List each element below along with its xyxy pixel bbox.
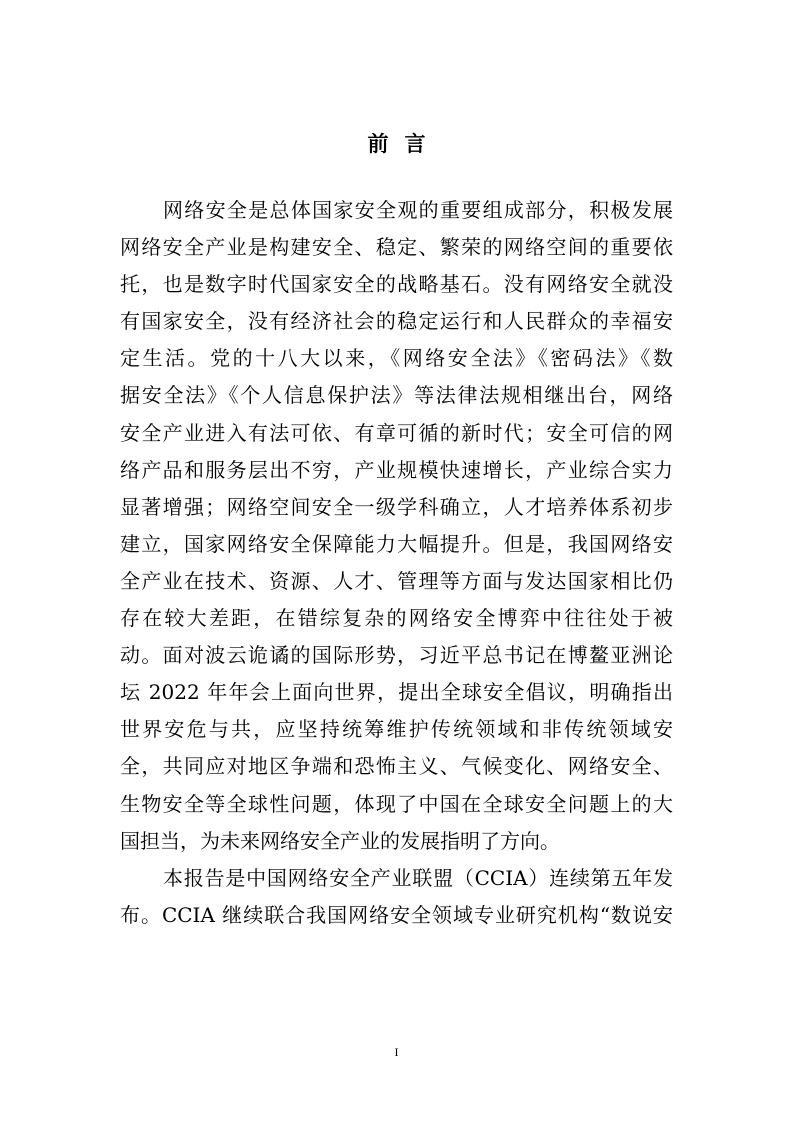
text-line: 坛 2022 年年会上面向世界，提出全球安全倡议，明确指出 [120,680,673,705]
text-line: 络产品和服务层出不穷，产业规模快速增长，产业综合实力 [120,457,673,482]
text-line: 网络安全产业是构建安全、稳定、繁荣的网络空间的重要依 [120,235,673,260]
text-line: 安全产业进入有法可依、有章可循的新时代；安全可信的网 [120,420,673,445]
text-line: 世界安危与共，应坚持统筹维护传统领域和非传统领域安 [120,717,673,742]
text-line: 动。面对波云诡谲的国际形势，习近平总书记在博鳌亚洲论 [120,643,673,668]
text-line: 有国家安全，没有经济社会的稳定运行和人民群众的幸福安 [120,309,673,334]
text-line: 托，也是数字时代国家安全的战略基石。没有网络安全就没 [120,272,673,297]
paragraph-1 [120,192,673,860]
text-line: 显著增强；网络空间安全一级学科确立，人才培养体系初步 [120,494,673,519]
paragraph-2 [120,860,673,934]
text-line: 全产业在技术、资源、人才、管理等方面与发达国家相比仍 [120,568,673,593]
page-title: 前言 [367,132,442,156]
text-line: 国担当，为未来网络安全产业的发展指明了方向。 [120,828,560,853]
text-line: 建立，国家网络安全保障能力大幅提升。但是，我国网络安 [120,531,673,556]
text-line: 据安全法》《个人信息保护法》等法律法规相继出台，网络 [120,383,673,408]
text-line: 网络安全是总体国家安全观的重要组成部分，积极发展 [163,198,673,222]
text-line: 存在较大差距，在错综复杂的网络安全博弈中往往处于被 [120,606,673,631]
text-line: 生物安全等全球性问题，体现了中国在全球安全问题上的大 [120,791,673,816]
page-number: I [394,1045,399,1059]
text-line: 本报告是中国网络安全产业联盟（CCIA）连续第五年发 [163,865,673,890]
document-body [120,192,673,934]
text-line: 定生活。党的十八大以来，《网络安全法》《密码法》《数 [120,346,673,371]
text-line: 布。CCIA 继续联合我国网络安全领域专业研究机构“数说安 [120,902,673,927]
text-line: 全，共同应对地区争端和恐怖主义、气候变化、网络安全、 [120,754,673,779]
